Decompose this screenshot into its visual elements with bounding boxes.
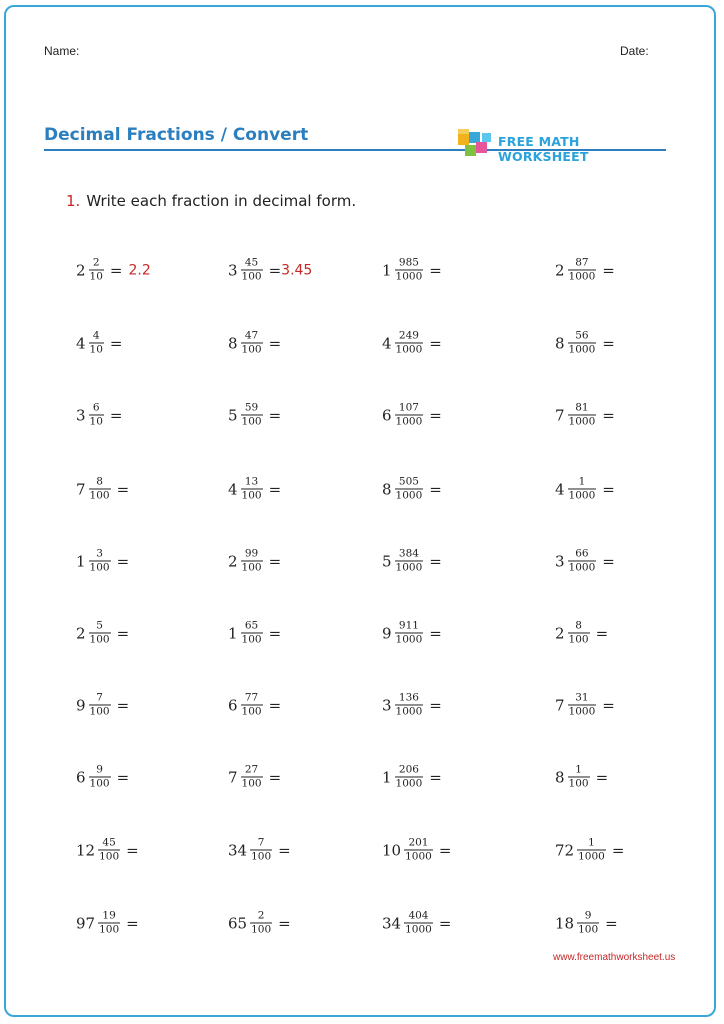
equals-sign: =: [595, 624, 609, 642]
fraction: [241, 764, 263, 789]
fraction: [241, 330, 263, 355]
equals-sign: =: [602, 334, 615, 352]
numerator: 66: [575, 547, 589, 560]
instruction-text: Write each fraction in decimal form.: [86, 192, 357, 210]
colorful-cubes-icon: [456, 128, 496, 158]
numerator: 47: [244, 329, 259, 342]
numerator: 985: [398, 256, 419, 269]
date-label: Date:: [620, 44, 649, 58]
numerator: 201: [408, 836, 429, 849]
whole-number: 1: [382, 261, 392, 279]
problem-item: [76, 476, 129, 501]
numerator: 19: [102, 909, 116, 922]
whole-number: 5: [382, 552, 392, 570]
numerator: 249: [398, 329, 419, 342]
fraction: [568, 476, 597, 501]
fraction: [404, 910, 433, 935]
denominator: 100: [99, 850, 120, 863]
fraction: [577, 837, 606, 862]
fraction: [395, 402, 424, 427]
numerator: 4: [92, 329, 100, 342]
fraction: [89, 476, 111, 501]
equals-sign: =: [126, 914, 139, 932]
equals-sign: =: [109, 334, 123, 352]
instruction: [66, 192, 356, 210]
whole-number: 1: [382, 768, 392, 786]
whole-number: 1: [228, 624, 238, 642]
denominator: 1000: [395, 561, 423, 574]
fraction: [250, 910, 272, 935]
numerator: 2: [257, 909, 265, 922]
numerator: 5: [96, 619, 103, 632]
fraction: [241, 620, 263, 645]
problem-item: [228, 910, 291, 935]
problem-item: [555, 330, 615, 355]
problem-item: [555, 548, 615, 573]
numerator: 31: [575, 691, 589, 704]
denominator: 100: [241, 270, 262, 283]
numerator: 505: [398, 475, 419, 488]
denominator: 1000: [405, 923, 432, 936]
denominator: 100: [241, 415, 262, 428]
denominator: 1000: [568, 705, 596, 718]
problem-item: [228, 257, 312, 282]
answer: 3.45: [281, 262, 313, 278]
equals-sign: =: [429, 768, 442, 786]
whole-number: 4: [76, 334, 86, 352]
whole-number: 3: [555, 552, 565, 570]
problem-item: [228, 692, 281, 717]
fraction: [568, 330, 597, 355]
problem-item: [228, 402, 281, 427]
equals-sign: =: [126, 841, 139, 859]
whole-number: 34: [228, 841, 248, 859]
whole-number: 4: [382, 334, 392, 352]
denominator: 1000: [568, 489, 596, 502]
whole-number: 5: [228, 406, 238, 424]
numerator: 1: [578, 475, 586, 488]
problem-item: [555, 764, 608, 789]
problem-item: [382, 692, 442, 717]
equals-sign: =: [116, 696, 130, 714]
whole-number: 8: [555, 334, 565, 352]
denominator: 1000: [395, 777, 423, 790]
problem-item: [228, 764, 281, 789]
denominator: 100: [89, 777, 110, 790]
equals-sign: =: [429, 552, 442, 570]
equals-sign: =: [602, 696, 615, 714]
problem-item: [382, 620, 442, 645]
fraction: [404, 837, 433, 862]
numerator: 59: [244, 401, 259, 414]
equals-sign: =: [605, 914, 618, 932]
denominator: 100: [89, 489, 110, 502]
equals-sign: =: [268, 768, 282, 786]
equals-sign: =: [278, 841, 291, 859]
problem-item: [228, 548, 281, 573]
fraction: [568, 620, 590, 645]
equals-sign: =: [116, 624, 130, 642]
problem-item: [76, 692, 129, 717]
problem-item: [228, 330, 281, 355]
fraction: [395, 476, 424, 501]
numerator: 206: [398, 763, 419, 776]
numerator: 1: [575, 763, 582, 776]
whole-number: 9: [76, 696, 86, 714]
numerator: 107: [398, 401, 419, 414]
equals-sign: =: [109, 261, 123, 279]
fraction: [395, 764, 424, 789]
equals-sign: =: [116, 480, 130, 498]
whole-number: 6: [76, 768, 86, 786]
numerator: 77: [244, 691, 259, 704]
equals-sign: =: [602, 261, 615, 279]
denominator: 100: [89, 633, 110, 646]
whole-number: 4: [555, 480, 565, 498]
problem-item: [76, 910, 139, 935]
denominator: 100: [251, 850, 272, 863]
equals-sign: =: [429, 696, 442, 714]
whole-number: 4: [228, 480, 238, 498]
denominator: 100: [99, 923, 120, 936]
whole-number: 8: [382, 480, 392, 498]
equals-sign: =: [116, 768, 130, 786]
whole-number: 7: [76, 480, 86, 498]
problem-item: [382, 402, 442, 427]
problem-item: [76, 548, 129, 573]
numerator: 911: [398, 619, 419, 632]
denominator: 100: [241, 561, 262, 574]
fraction: [395, 692, 424, 717]
whole-number: 34: [382, 914, 402, 932]
equals-sign: =: [268, 696, 282, 714]
fraction: [395, 330, 424, 355]
equals-sign: =: [438, 841, 452, 859]
worksheet-title: Decimal Fractions / Convert: [44, 125, 309, 145]
whole-number: 2: [555, 624, 565, 642]
problem-item: [382, 910, 451, 935]
problem-item: [555, 257, 615, 282]
whole-number: 9: [382, 624, 392, 642]
fraction: [89, 257, 104, 282]
numerator: 384: [398, 547, 419, 560]
problem-item: [76, 620, 129, 645]
denominator: 100: [251, 923, 272, 936]
problem-item: [382, 837, 451, 862]
numerator: 27: [244, 763, 259, 776]
denominator: 1000: [395, 705, 423, 718]
equals-sign: =: [429, 624, 442, 642]
denominator: 100: [241, 489, 262, 502]
numerator: 2: [92, 256, 100, 269]
problem-item: [228, 476, 281, 501]
numerator: 7: [96, 691, 103, 704]
whole-number: 97: [76, 914, 96, 932]
denominator: 10: [89, 415, 103, 428]
fraction: [568, 692, 597, 717]
whole-number: 2: [76, 624, 86, 642]
whole-number: 8: [555, 768, 565, 786]
question-number: 1.: [66, 192, 81, 210]
answer: 2.2: [128, 262, 151, 278]
whole-number: 6: [228, 696, 238, 714]
fraction: [241, 692, 263, 717]
problem-item: [76, 330, 123, 355]
problem-item: [76, 402, 123, 427]
fraction: [89, 692, 111, 717]
whole-number: 8: [228, 334, 238, 352]
denominator: 1000: [578, 850, 605, 863]
problem-item: [382, 476, 442, 501]
equals-sign: =: [268, 624, 282, 642]
denominator: 10: [89, 343, 103, 356]
name-label: Name:: [44, 44, 80, 58]
numerator: 8: [96, 475, 103, 488]
fraction: [89, 330, 104, 355]
fraction: [98, 910, 120, 935]
fraction: [89, 402, 104, 427]
denominator: 1000: [568, 270, 596, 283]
fraction: [568, 764, 590, 789]
equals-sign: =: [268, 552, 282, 570]
whole-number: 3: [228, 261, 238, 279]
whole-number: 6: [382, 406, 392, 424]
equals-sign: =: [268, 480, 282, 498]
numerator: 136: [398, 691, 419, 704]
whole-number: 12: [76, 841, 96, 859]
fraction: [98, 837, 120, 862]
denominator: 100: [568, 633, 589, 646]
equals-sign: =: [611, 841, 625, 859]
problem-item: [228, 620, 281, 645]
whole-number: 2: [76, 261, 86, 279]
problem-item: [76, 257, 151, 282]
denominator: 100: [241, 777, 262, 790]
whole-number: 10: [382, 841, 402, 859]
equals-sign: =: [602, 552, 615, 570]
fraction: [577, 910, 599, 935]
denominator: 100: [89, 705, 110, 718]
whole-number: 7: [555, 406, 565, 424]
whole-number: 3: [76, 406, 86, 424]
problem-item: [76, 837, 139, 862]
whole-number: 72: [555, 841, 575, 859]
logo: [456, 128, 668, 164]
numerator: 87: [575, 256, 589, 269]
denominator: 100: [241, 343, 262, 356]
logo-text: FREE MATH WORKSHEET: [498, 134, 589, 164]
equals-sign: =: [278, 914, 291, 932]
denominator: 1000: [568, 561, 596, 574]
numerator: 8: [575, 619, 582, 632]
numerator: 404: [408, 909, 429, 922]
fraction: [568, 402, 597, 427]
problem-item: [76, 764, 129, 789]
whole-number: 2: [228, 552, 238, 570]
fraction: [89, 548, 111, 573]
problem-item: [555, 837, 624, 862]
equals-sign: =: [268, 261, 282, 279]
numerator: 9: [96, 763, 103, 776]
denominator: 1000: [395, 633, 423, 646]
numerator: 99: [244, 547, 259, 560]
whole-number: 18: [555, 914, 575, 932]
problem-item: [555, 476, 615, 501]
problem-item: [382, 548, 442, 573]
numerator: 1: [588, 836, 595, 849]
problem-item: [382, 330, 442, 355]
denominator: 1000: [395, 415, 423, 428]
numerator: 65: [244, 619, 259, 632]
denominator: 1000: [568, 343, 596, 356]
equals-sign: =: [116, 552, 130, 570]
equals-sign: =: [595, 768, 609, 786]
whole-number: 7: [555, 696, 565, 714]
problem-item: [382, 764, 442, 789]
denominator: 100: [568, 777, 589, 790]
numerator: 81: [575, 401, 589, 414]
denominator: 100: [241, 633, 262, 646]
problem-item: [228, 837, 291, 862]
denominator: 100: [241, 705, 262, 718]
equals-sign: =: [268, 406, 282, 424]
denominator: 1000: [568, 415, 596, 428]
numerator: 3: [96, 547, 103, 560]
problem-item: [555, 402, 615, 427]
problem-item: [382, 257, 442, 282]
whole-number: 3: [382, 696, 392, 714]
problem-item: [555, 692, 615, 717]
footer-url: www.freemathworksheet.us: [553, 952, 676, 963]
denominator: 1000: [395, 270, 423, 283]
fraction: [568, 257, 597, 282]
numerator: 6: [92, 401, 100, 414]
equals-sign: =: [429, 406, 442, 424]
whole-number: 2: [555, 261, 565, 279]
numerator: 13: [244, 475, 259, 488]
fraction: [250, 837, 272, 862]
fraction: [89, 764, 111, 789]
equals-sign: =: [438, 914, 452, 932]
fraction: [395, 620, 424, 645]
problem-item: [555, 910, 618, 935]
numerator: 45: [244, 256, 259, 269]
equals-sign: =: [429, 261, 442, 279]
denominator: 1000: [395, 343, 423, 356]
problem-item: [555, 620, 608, 645]
fraction: [241, 257, 263, 282]
numerator: 45: [102, 836, 116, 849]
numerator: 7: [257, 836, 265, 849]
fraction: [241, 402, 263, 427]
fraction: [89, 620, 111, 645]
denominator: 10: [89, 270, 103, 283]
equals-sign: =: [109, 406, 123, 424]
fraction: [241, 476, 263, 501]
equals-sign: =: [429, 480, 442, 498]
equals-sign: =: [602, 406, 615, 424]
denominator: 1000: [405, 850, 432, 863]
fraction: [568, 548, 597, 573]
denominator: 100: [89, 561, 110, 574]
equals-sign: =: [429, 334, 442, 352]
fraction: [241, 548, 263, 573]
equals-sign: =: [602, 480, 615, 498]
fraction: [395, 257, 424, 282]
numerator: 9: [584, 909, 592, 922]
whole-number: 65: [228, 914, 248, 932]
whole-number: 1: [76, 552, 86, 570]
denominator: 100: [578, 923, 599, 936]
whole-number: 7: [228, 768, 238, 786]
fraction: [395, 548, 424, 573]
equals-sign: =: [268, 334, 282, 352]
numerator: 56: [575, 329, 589, 342]
denominator: 1000: [395, 489, 423, 502]
